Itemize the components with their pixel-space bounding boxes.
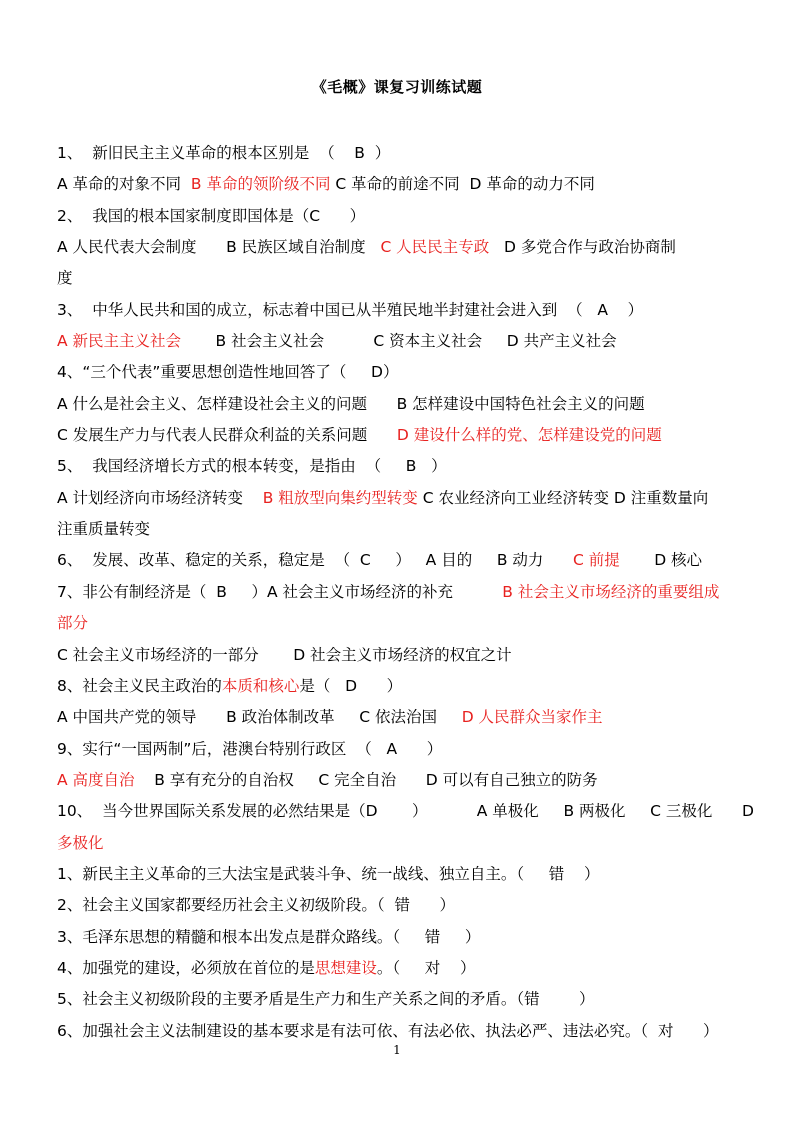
question-text: 8、社会主义民主政治的 bbox=[57, 676, 222, 695]
question-text: A 人民代表大会制度 B 民族区域自治制度 bbox=[57, 238, 381, 257]
question-text: 2、 我国的根本国家制度即国体是（C ） bbox=[57, 206, 366, 225]
question-text: 是（ D ） bbox=[299, 676, 403, 695]
question-text: 5、 我国经济增长方式的根本转变，是指由 （ B ） bbox=[57, 457, 447, 476]
answer-text: 思想建设 bbox=[314, 958, 377, 977]
answer-text: 多极化 bbox=[57, 833, 104, 852]
answer-text: D 建设什么样的党、怎样建设党的问题 bbox=[396, 426, 662, 445]
question-text: 。（ 对 ） bbox=[376, 958, 476, 977]
text-line bbox=[57, 796, 767, 827]
question-text: A 计划经济向市场经济转变 bbox=[57, 488, 263, 507]
question-text: 2、社会主义国家都要经历社会主义初级阶段。（ 错 ） bbox=[57, 896, 456, 915]
text-line bbox=[57, 702, 767, 733]
answer-text: 本质和核心 bbox=[221, 676, 300, 695]
answer-text: 部分 bbox=[57, 614, 89, 633]
question-text: C 革命的前途不同 D 革命的动力不同 bbox=[330, 175, 595, 194]
text-line bbox=[57, 295, 767, 326]
question-text: A 中国共产党的领导 B 政治体制改革 C 依法治国 bbox=[57, 708, 462, 727]
question-text: C 农业经济向工业经济转变 D 注重数量向 bbox=[417, 488, 709, 507]
answer-text: C 人民民主专政 bbox=[380, 238, 490, 257]
answer-text: B 社会主义市场经济的重要组成 bbox=[502, 582, 720, 601]
question-text: 9、实行“一国两制”后，港澳台特别行政区 （ A ） bbox=[57, 739, 443, 758]
answer-text: A 新民主主义社会 bbox=[57, 332, 182, 351]
text-line bbox=[57, 859, 767, 890]
answer-text: D 人民群众当家作主 bbox=[461, 708, 603, 727]
text-line bbox=[57, 357, 767, 388]
text-line bbox=[57, 420, 767, 451]
text-line bbox=[57, 577, 767, 608]
text-line bbox=[57, 232, 767, 263]
question-text: D 核心 bbox=[619, 551, 703, 570]
text-line bbox=[57, 734, 767, 765]
answer-text: B 革命的领阶级不同 bbox=[190, 175, 331, 194]
question-text: 7、非公有制经济是（ B ）A 社会主义市场经济的补充 bbox=[57, 582, 503, 601]
page-title: 《毛概》课复习训练试题 bbox=[311, 78, 483, 96]
question-text: 3、 中华人民共和国的成立，标志着中国已从半殖民地半封建社会进入到 （ A ） bbox=[57, 300, 644, 319]
text-line bbox=[57, 984, 767, 1015]
text-line bbox=[57, 451, 767, 482]
text-line bbox=[57, 640, 767, 671]
question-text: A 什么是社会主义、怎样建设社会主义的问题 B 怎样建设中国特色社会主义的问题 bbox=[57, 394, 645, 413]
text-line bbox=[57, 765, 767, 796]
text-line bbox=[57, 545, 767, 576]
text-line bbox=[57, 922, 767, 953]
question-text: 3、毛泽东思想的精髓和根本出发点是群众路线。（ 错 ） bbox=[57, 927, 481, 946]
question-text: B 社会主义社会 C 资本主义社会 D 共产主义社会 bbox=[181, 332, 617, 351]
question-text: 4、加强党的建设，必须放在首位的是 bbox=[57, 958, 315, 977]
text-line bbox=[57, 201, 767, 232]
question-text: 4、“三个代表”重要思想创造性地回答了（ D） bbox=[57, 363, 399, 382]
question-text: C 发展生产力与代表人民群众利益的关系问题 bbox=[57, 426, 397, 445]
answer-text: A 高度自治 bbox=[57, 770, 135, 789]
text-line bbox=[57, 890, 767, 921]
question-text: B 享有充分的自治权 C 完全自治 D 可以有自己独立的防务 bbox=[134, 770, 598, 789]
text-line bbox=[57, 671, 767, 702]
answer-text: C 前提 bbox=[572, 551, 620, 570]
question-text: D 多党合作与政治协商制 bbox=[489, 238, 676, 257]
page-number: 1 bbox=[393, 1043, 401, 1057]
question-text: 5、社会主义初级阶段的主要矛盾是生产力和生产关系之间的矛盾。（错 ） bbox=[57, 990, 595, 1009]
question-text: 1、 新旧民主主义革命的根本区别是 （ B ） bbox=[57, 144, 391, 162]
question-text: 10、 当今世界国际关系发展的必然结果是（D ） A 单极化 B 两极化 C 三极化 D bbox=[57, 802, 754, 821]
text-line bbox=[57, 608, 767, 639]
question-text: 注重质量转变 bbox=[57, 520, 151, 539]
text-line bbox=[57, 169, 767, 200]
question-text: 度 bbox=[57, 269, 73, 288]
question-text: 6、加强社会主义法制建设的基本要求是有法可依、有法必依、执法必严、违法必究。（ 对 ） bbox=[57, 1021, 719, 1040]
question-text: C 社会主义市场经济的一部分 D 社会主义市场经济的权宜之计 bbox=[57, 645, 512, 664]
question-text: A 革命的对象不同 bbox=[57, 175, 191, 194]
answer-text: B 粗放型向集约型转变 bbox=[262, 488, 418, 507]
text-line bbox=[57, 953, 767, 984]
text-line bbox=[57, 389, 767, 420]
text-line bbox=[57, 514, 767, 545]
text-line bbox=[57, 828, 767, 859]
text-line bbox=[57, 263, 767, 294]
text-line bbox=[57, 483, 767, 514]
text-line bbox=[57, 138, 767, 169]
question-text: 6、 发展、改革、稳定的关系，稳定是 （ C ） A 目的 B 动力 bbox=[57, 551, 573, 570]
question-list bbox=[57, 138, 767, 1047]
text-line bbox=[57, 326, 767, 357]
question-text: 1、新民主主义革命的三大法宝是武装斗争、统一战线、独立自主。（ 错 ） bbox=[57, 864, 600, 883]
